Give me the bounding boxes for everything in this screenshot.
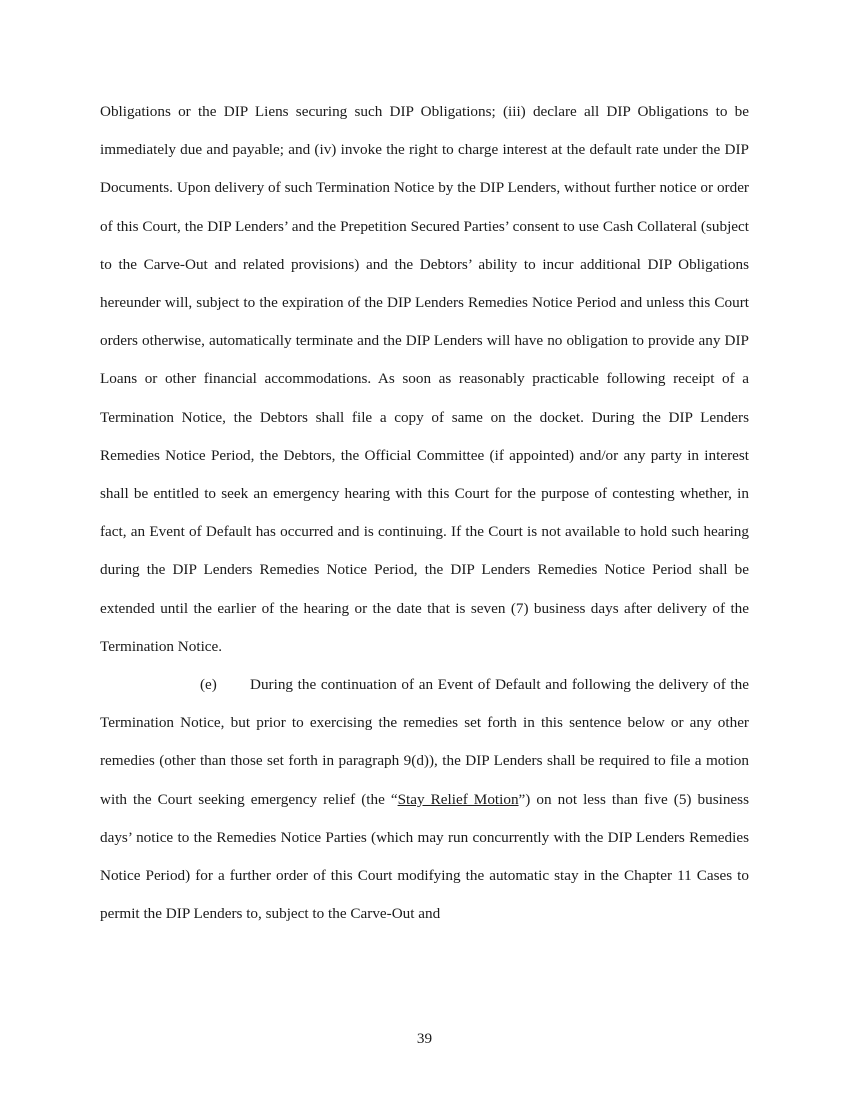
paragraph-continuation: Obligations or the DIP Liens securing such DIP Obligations; (iii) declare all DIP Obligations to be immediately due and payable; and (iv) invoke the right to charge interest at the default rate under the DIP Documents. Upon delivery of such Termination Notice by the DIP Lenders, without further notice or order of this Court, the DIP Lenders’ and the Prepetition Secured Parties’ consent to use Cash Collateral (subject to the Carve-Out and related provisions) and the Debtors’ ability to incur additional DIP Obligations hereunder will, subject to the expiration of the DIP Lenders Remedies Notice Period and unless this Court orders otherwise, automatically terminate and the DIP Lenders will have no obligation to provide any DIP Loans or other financial accommodations. As soon as reasonably practicable following receipt of a Termination Notice, the Debtors shall file a copy of same on the docket. During the DIP Lenders Remedies Notice Period, the Debtors, the Official Committee (if appointed) and/or any party in interest shall be entitled to seek an emergency hearing with this Court for the purpose of contesting whether, in fact, an Event of Default has occurred and is continuing. If the Court is not available to hold such hearing during the DIP Lenders Remedies Notice Period, the DIP Lenders Remedies Notice Period shall be extended until the earlier of the hearing or the date that is seven (7) business days after delivery of the Termination Notice. [100,103,749,655]
paragraph-e-label: (e) [200,676,217,694]
defined-term-stay-relief-motion: Stay Relief Motion [397,790,519,808]
paragraph-e-text-after: ”) on not less than five (5) business days’ notice to the Remedies Notice Parties (which may run concurrently with the DIP Lenders Remedies Notice Period) for a further order of this Court modifying the automatic stay in the Chapter 11 Cases to permit the DIP Lenders to, subject to the Carve-Out and [100,790,749,923]
paragraph-e-text-before: During the continuation of an Event of Default and following the delivery of the Termination Notice, but prior to exercising the remedies set forth in this sentence below or any other remedies (other than those set forth in paragraph 9(d)), the DIP Lenders shall be required to file a motion with the Court seeking emergency relief (the “ [100,676,749,808]
document-body [100,93,749,933]
page-number: 39 [416,1030,433,1047]
paragraph-e [100,666,749,933]
